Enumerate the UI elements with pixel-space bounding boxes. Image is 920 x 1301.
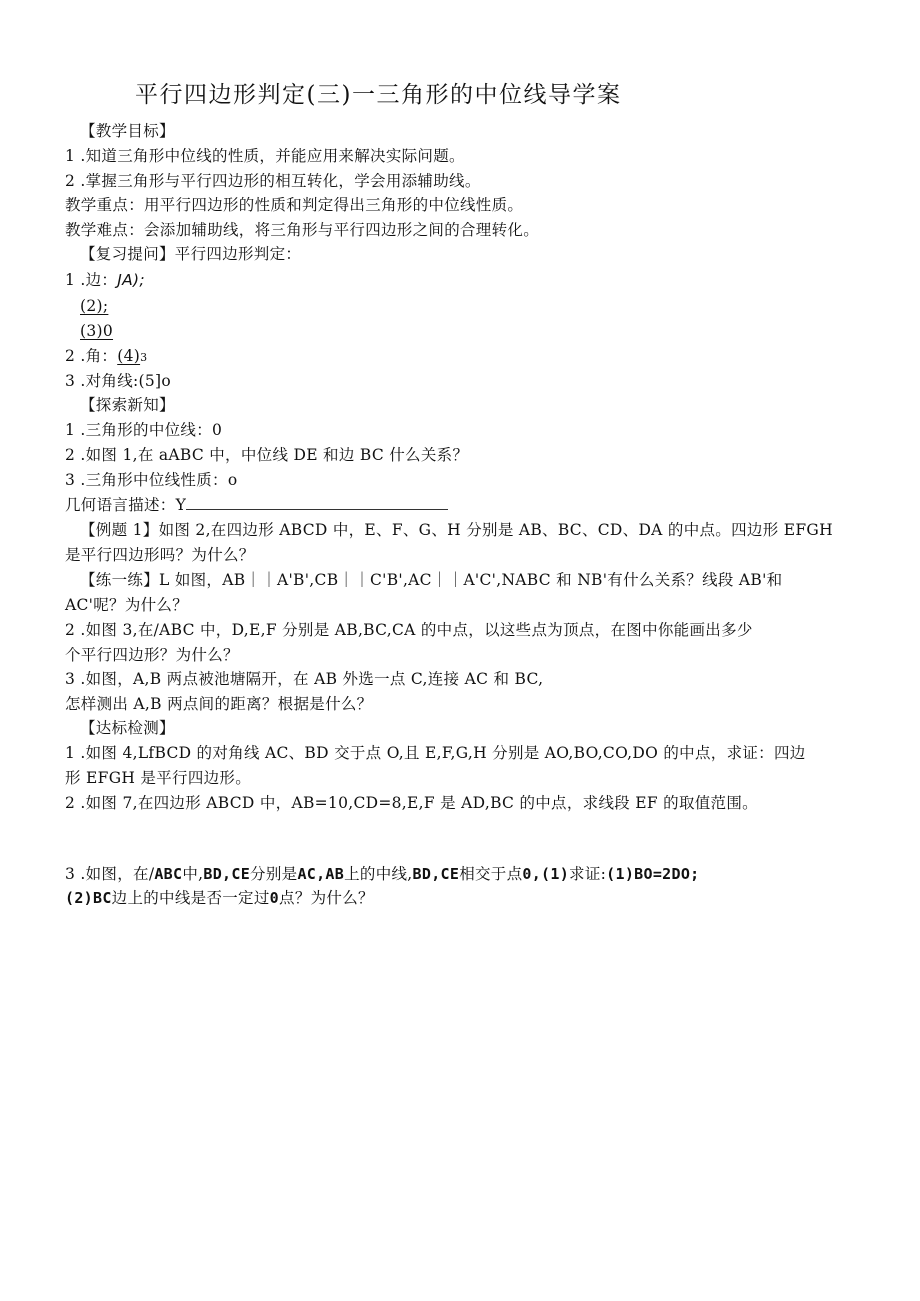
review-item-3 (80, 321, 113, 341)
check-heading: 【达标检测】 (80, 719, 175, 737)
answer-blank-line (186, 495, 448, 510)
goal-item-2: 2 .掌握三角形与平行四边形的相互转化，学会用添辅助线。 (65, 172, 481, 190)
practice-line-1: 【练一练】L 如图，AB｜｜A'B',CB｜｜C'B',AC｜｜A'C',NABC 和 NB'有什么关系？线段 AB'和 (80, 571, 783, 589)
practice-item-3-line-1: 3 .如图，A,B 两点被池塘隔开，在 AB 外选一点 C,连接 AC 和 BC, (65, 670, 544, 688)
key-point: 教学重点：用平行四边形的性质和判定得出三角形的中位线性质。 (65, 196, 524, 214)
check-item-3-text-g: 上的中线, (344, 865, 413, 883)
review-angle-tail: 3 (140, 351, 148, 364)
check-item-3-line2-d: 点？为什么？ (279, 889, 374, 907)
check-item-3-line-1 (65, 864, 699, 884)
review-angle (65, 346, 147, 368)
check-item-3-text-f: AC,AB (297, 865, 345, 883)
review-side-label: 1 .边： (65, 271, 118, 289)
practice-line-2: AC'呢？为什么？ (65, 596, 189, 614)
check-item-3-text-c: 中, (182, 865, 204, 883)
check-item-3-line-2 (65, 888, 374, 908)
check-item-1-line-1: 1 .如图 4,LfBCD 的对角线 AC、BD 交于点 O,且 E,F,G,H 分别是 AO,BO,CO,DO 的中点，求证：四边 (65, 744, 806, 762)
goals-heading: 【教学目标】 (80, 122, 175, 140)
difficulty-point: 教学难点：会添加辅助线，将三角形与平行四边形之间的合理转化。 (65, 221, 540, 239)
review-heading: 【复习提问】平行四边形判定： (80, 245, 302, 263)
practice-item-2-line-2: 个平行四边形？为什么？ (65, 646, 239, 664)
practice-item-3-line-2: 怎样测出 A,B 两点间的距离？根据是什么？ (65, 695, 373, 713)
review-diag-value: (5]o (138, 372, 172, 390)
review-item-2-text: (2); (80, 297, 109, 315)
review-angle-value: (4) (117, 347, 141, 365)
review-angle-label: 2 .角： (65, 347, 118, 365)
goal-item-1: 1 .知道三角形中位线的性质，并能应用来解决实际问题。 (65, 147, 465, 165)
check-item-3-text-k: 求证: (569, 865, 607, 883)
check-item-3-text-d: BD,CE (203, 865, 251, 883)
check-item-3-line2-b: 边上的中线是否一定过 (111, 889, 270, 907)
review-item-3-text: (3)0 (80, 322, 114, 340)
check-item-2: 2 .如图 7,在四边形 ABCD 中，AB=10,CD=8,E,F 是 AD,BC 的中点，求线段 EF 的取值范围。 (65, 794, 758, 812)
explore-item-2: 2 .如图 1,在 aABC 中，中位线 DE 和边 BC 什么关系？ (65, 446, 469, 464)
review-side-value: JA); (117, 271, 145, 289)
check-item-3-text-a: 3 .如图，在/ (65, 865, 155, 883)
check-item-3-text-b: ABC (154, 865, 183, 883)
example-line-2: 是平行四边形吗？为什么？ (65, 546, 255, 564)
explore-geo-label: 几何语言描述：Y (65, 496, 187, 514)
check-item-1-line-2: 形 EFGH 是平行四边形。 (65, 769, 252, 787)
explore-item-3: 3 .三角形中位线性质：o (65, 471, 238, 489)
check-item-3-line2-a: (2)BC (65, 889, 112, 907)
explore-heading: 【探索新知】 (80, 396, 175, 414)
document-title: 平行四边形判定(三)一三角形的中位线导学案 (135, 82, 622, 108)
check-item-3-line2-c: 0 (269, 889, 280, 907)
check-item-3-text-j: 0,(1) (522, 865, 570, 883)
explore-item-1: 1 .三角形的中位线：0 (65, 421, 223, 439)
practice-item-2-line-1: 2 .如图 3,在/ABC 中，D,E,F 分别是 AB,BC,CA 的中点，以这些点为顶点，在图中你能画出多少 (65, 621, 753, 639)
review-side (65, 270, 145, 290)
check-item-3-text-i: 相交于点 (459, 865, 523, 883)
check-item-3-text-e: 分别是 (250, 865, 298, 883)
check-item-3-text-h: BD,CE (412, 865, 460, 883)
check-item-3-text-l: (1)BO=2DO; (606, 865, 700, 883)
review-diag-label: 3 .对角线: (65, 372, 139, 390)
review-diagonal (65, 371, 171, 391)
review-item-2 (80, 296, 108, 316)
explore-geo (65, 495, 448, 515)
example-line-1: 【例题 1】如图 2,在四边形 ABCD 中，E、F、G、H 分别是 AB、BC、CD、DA 的中点。四边形 EFGH (80, 521, 833, 539)
